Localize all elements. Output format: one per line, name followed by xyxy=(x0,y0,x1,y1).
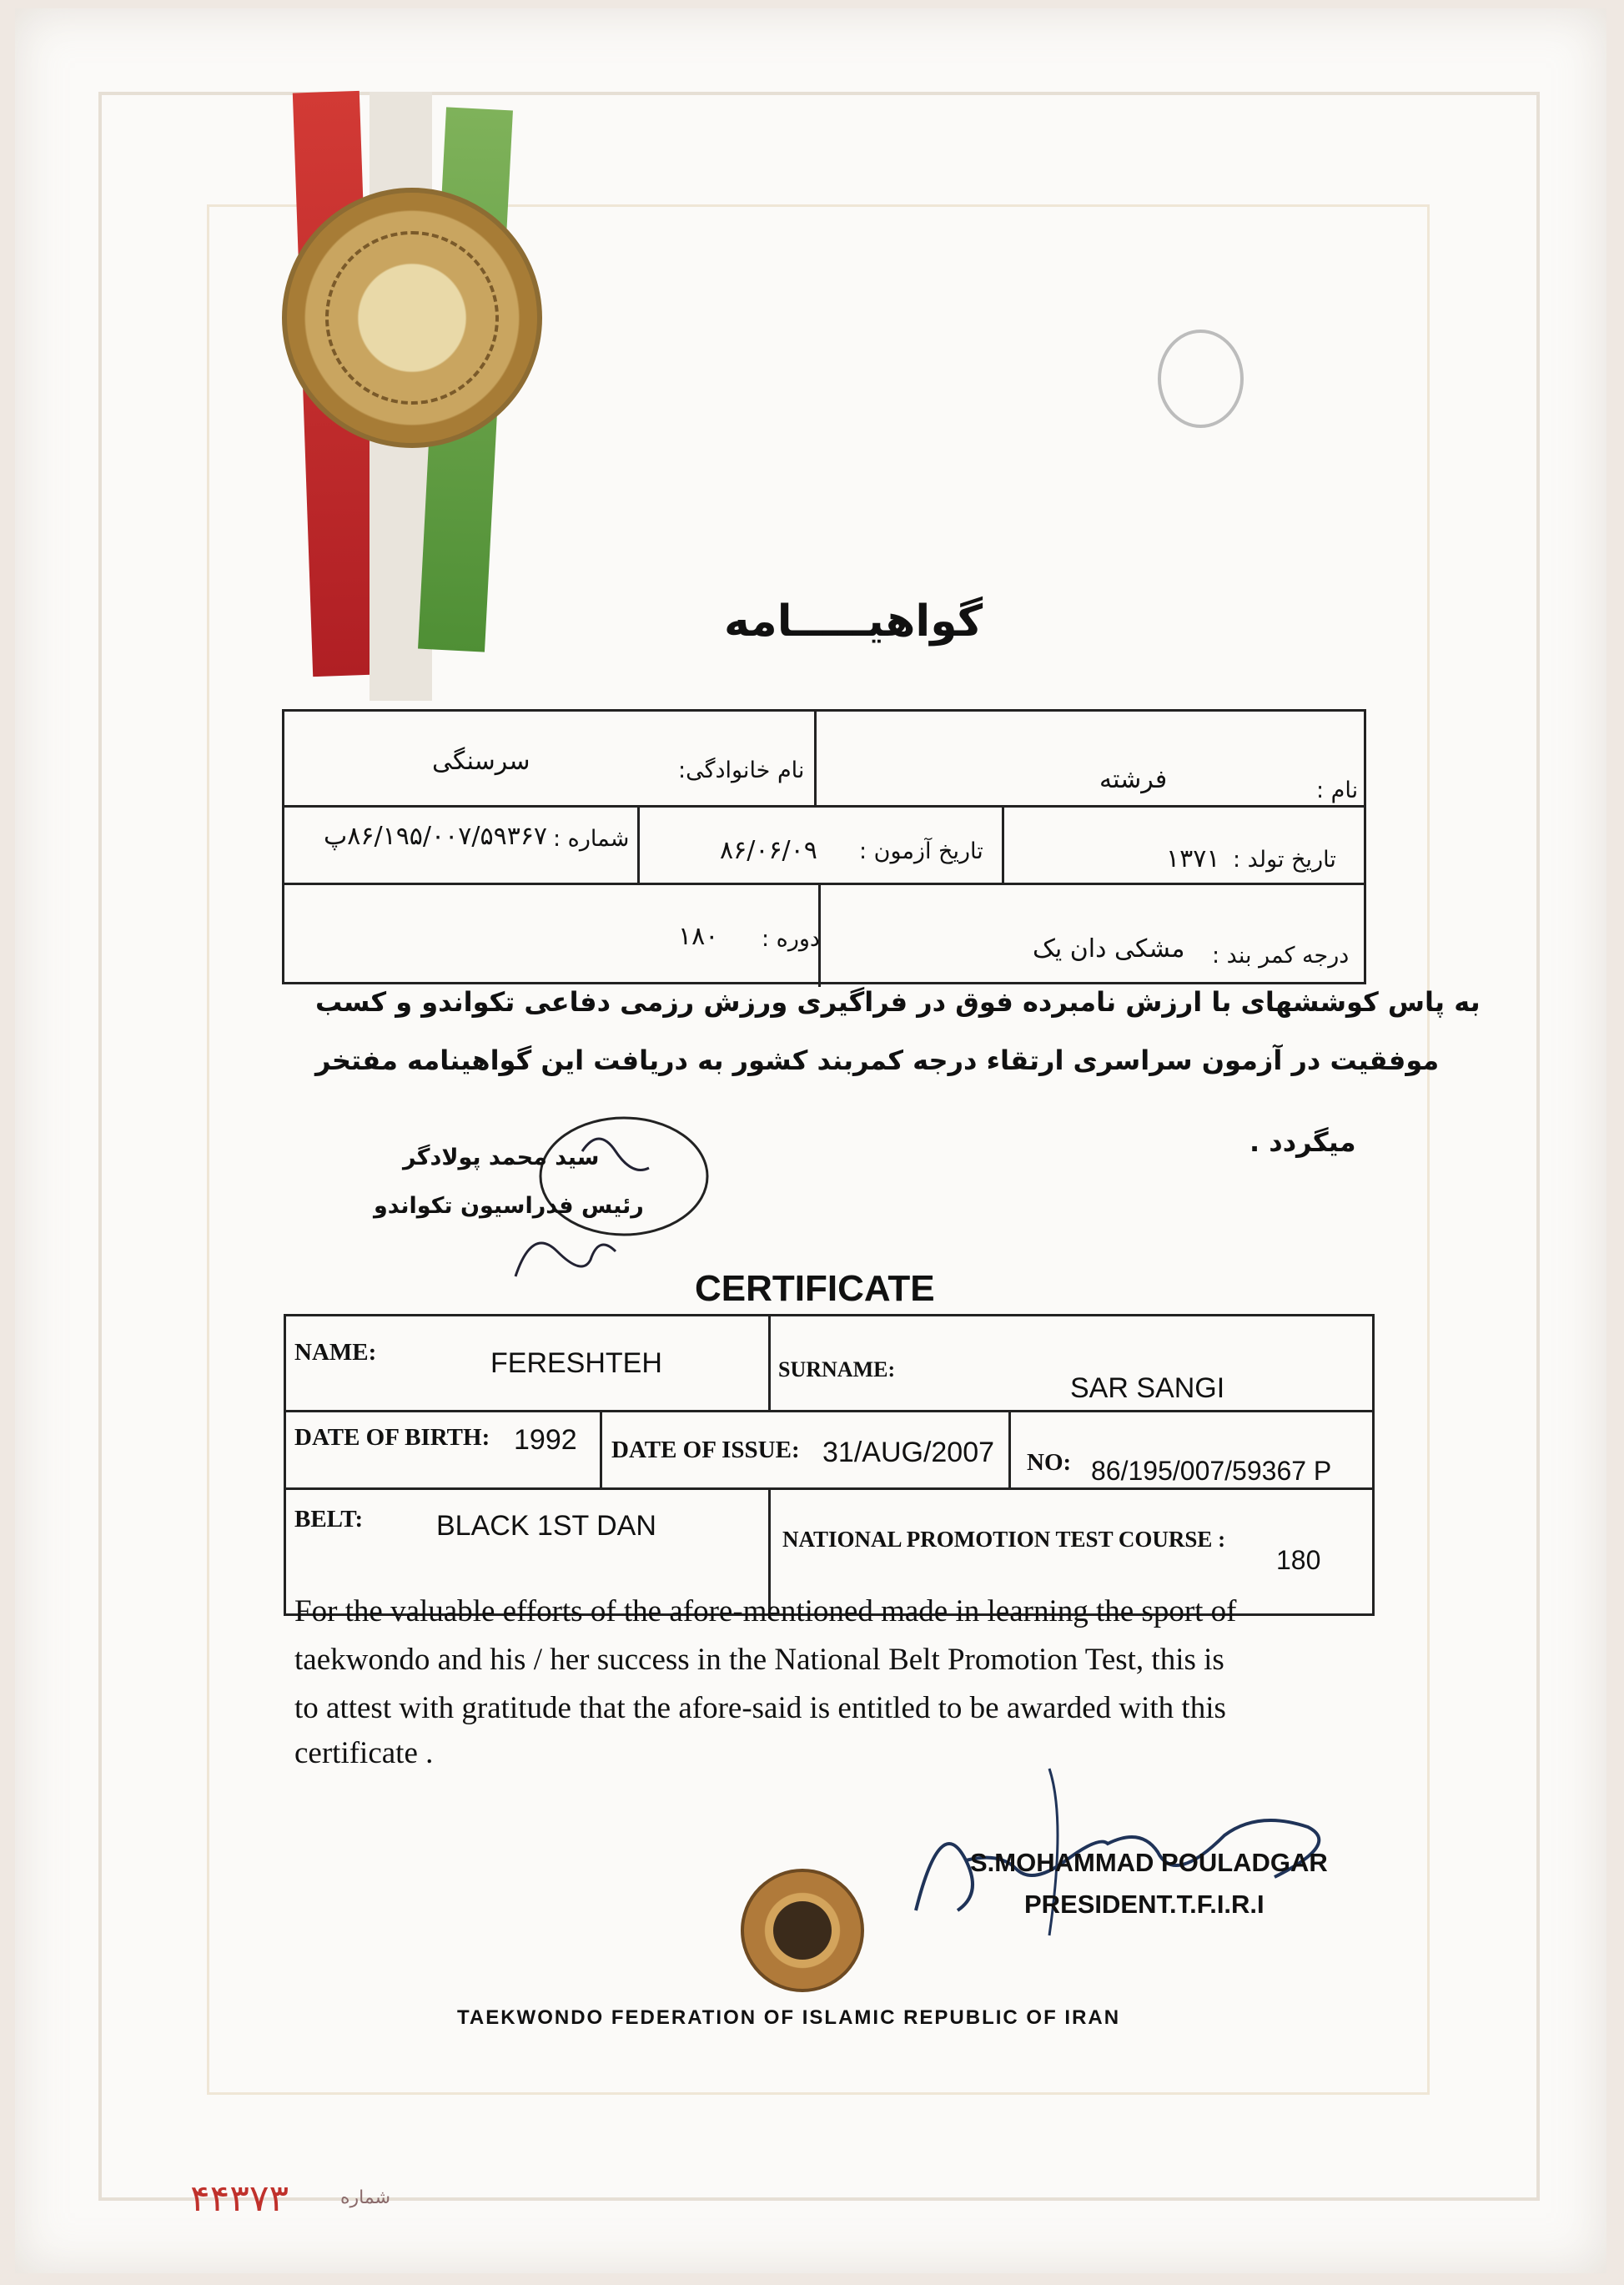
fa-birth-value: ۱۳۷۱ xyxy=(1166,844,1220,873)
fa-exam-date-value: ۸۶/۰۶/۰۹ xyxy=(720,836,817,865)
en-signer-name: S.MOHAMMAD POULADGAR xyxy=(970,1848,1328,1877)
en-belt-value: BLACK 1ST DAN xyxy=(436,1510,656,1542)
en-belt-label: BELT: xyxy=(294,1506,364,1533)
en-issue-label: DATE OF ISSUE: xyxy=(611,1437,800,1463)
en-birth-value: 1992 xyxy=(514,1424,577,1456)
fa-signer-name: سید محمد پولادگر xyxy=(403,1145,600,1170)
fa-number-label: شماره : xyxy=(553,826,630,852)
en-surname-value: SAR SANGI xyxy=(1070,1372,1225,1404)
federation-seal-icon xyxy=(741,1869,864,1992)
en-surname-label: SURNAME: xyxy=(778,1357,896,1382)
serial-label: شماره xyxy=(340,2187,391,2208)
fa-exam-date-label: تاریخ آزمون : xyxy=(859,838,983,864)
fa-name-value: فرشته xyxy=(1099,765,1168,794)
fa-birth-label: تاریخ تولد : xyxy=(1233,847,1336,873)
serial-number: ۴۴۳۷۳ xyxy=(190,2177,289,2220)
en-birth-label: DATE OF BIRTH: xyxy=(294,1424,490,1451)
fa-course-label: دوره : xyxy=(762,926,820,952)
en-name-label: NAME: xyxy=(294,1339,377,1366)
en-issue-value: 31/AUG/2007 xyxy=(822,1437,995,1468)
english-title: CERTIFICATE xyxy=(695,1268,935,1309)
fa-belt-value: مشکی دان یک xyxy=(1033,934,1185,964)
federation-name: TAEKWONDO FEDERATION OF ISLAMIC REPUBLIC OF IRAN xyxy=(457,2006,1121,2029)
fa-belt-label: درجه کمر بند : xyxy=(1212,943,1350,969)
certificate-page xyxy=(15,8,1606,2273)
medal-icon xyxy=(282,188,542,448)
fa-body-line-3: میگردد . xyxy=(1249,1126,1356,1158)
en-course-label: NATIONAL PROMOTION TEST COURSE : xyxy=(782,1527,1226,1552)
fa-course-value: ۱۸۰ xyxy=(678,922,719,951)
en-name-value: FERESHTEH xyxy=(490,1347,662,1379)
en-course-value: 180 xyxy=(1276,1545,1321,1575)
fa-surname-value: سرسنگی xyxy=(432,747,530,776)
en-body-line-3: to attest with gratitude that the afore-said is entitled to be awarded with this xyxy=(294,1691,1226,1725)
en-no-label: NO: xyxy=(1027,1449,1072,1476)
fa-name-label: نام : xyxy=(1316,778,1359,803)
fa-body-line-2: موفقیت در آزمون سراسری ارتقاء درجه کمربند کشور به دریافت این گواهینامه مفتخر xyxy=(315,1044,1440,1076)
persian-title: گواهیـــــامه xyxy=(724,596,983,647)
en-body-line-1: For the valuable efforts of the afore-mentioned made in learning the sport of xyxy=(294,1594,1237,1628)
en-no-value: 86/195/007/59367 P xyxy=(1091,1456,1332,1486)
fa-number-value: ۸۶/۱۹۵/۰۰۷/۵۹۳۶۷پ xyxy=(324,822,548,851)
fa-surname-label: نام خانوادگی: xyxy=(678,757,805,783)
fa-body-line-1: به پاس کوششهای با ارزش نامبرده فوق در فراگیری ورزش رزمی دفاعی تکواندو و کسب xyxy=(315,986,1481,1018)
en-body-line-2: taekwondo and his / her success in the National Belt Promotion Test, this is xyxy=(294,1643,1224,1677)
fa-signer-title: رئیس فدراسیون تکواندو xyxy=(374,1193,644,1219)
emblem-stamp-icon xyxy=(1158,330,1244,428)
en-signer-title: PRESIDENT.T.F.I.R.I xyxy=(1024,1890,1265,1919)
en-body-line-4: certificate . xyxy=(294,1736,434,1770)
